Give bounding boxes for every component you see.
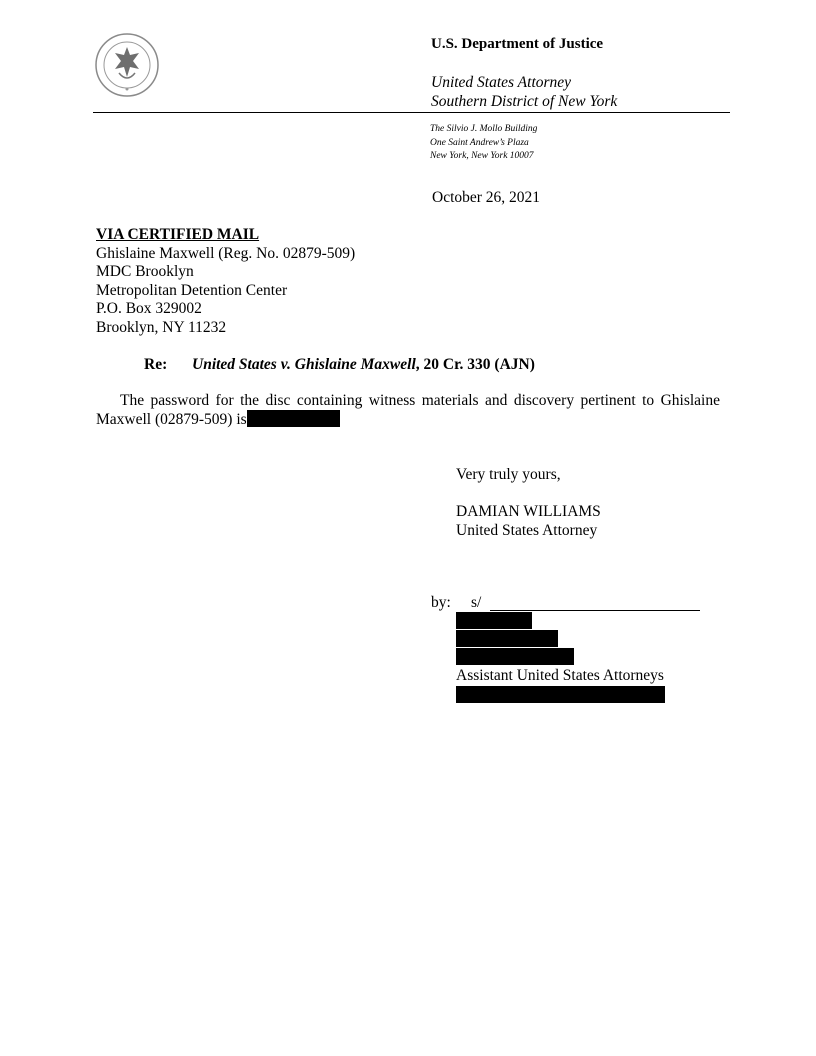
recipient-line-1: Ghislaine Maxwell (Reg. No. 02879-509): [96, 244, 356, 262]
address-line-1: The Silvio J. Mollo Building: [430, 124, 538, 134]
letter-date: October 26, 2021: [432, 189, 541, 206]
signer-title: United States Attorney: [456, 522, 598, 539]
subject-label: Re:: [144, 356, 168, 373]
recipient-line-2: MDC Brooklyn: [96, 263, 194, 280]
case-number: , 20 Cr. 330 (AJN): [415, 356, 535, 373]
delivery-method: VIA CERTIFIED MAIL: [96, 226, 260, 243]
body-line-2: Maxwell (02879-509) is: [96, 411, 247, 428]
ausa-title: Assistant United States Attorneys: [456, 667, 664, 684]
by-label: by:: [431, 594, 451, 611]
department-name: U.S. Department of Justice: [431, 36, 604, 52]
address-line-3: New York, New York 10007: [430, 151, 534, 161]
recipient-line-4: P.O. Box 329002: [96, 300, 202, 317]
subject-line: [144, 356, 535, 374]
signature-mark: s/: [471, 594, 482, 611]
recipient-block: [96, 226, 355, 337]
address-line-2: One Saint Andrew’s Plaza: [430, 137, 529, 148]
signature-line: [490, 610, 700, 611]
office-address: [430, 123, 537, 164]
recipient-line-5: Brooklyn, NY 11232: [96, 318, 227, 336]
redaction-name-3: [456, 648, 574, 665]
recipient-line-3: Metropolitan Detention Center: [96, 281, 288, 299]
signer-block: [456, 502, 601, 540]
office-name: [431, 73, 617, 111]
redaction-name-1: [456, 612, 532, 629]
case-caption: United States v. Ghislaine Maxwell: [192, 356, 416, 373]
redaction-contact: [456, 686, 665, 703]
redaction-name-2: [456, 630, 558, 647]
office-line-1: United States Attorney: [431, 74, 572, 91]
letterhead-divider: [93, 112, 730, 113]
doj-seal-icon: [95, 33, 159, 97]
body-line-1: The password for the disc containing witness materials and discovery pertinent to Ghislaine: [120, 392, 720, 409]
closing-salutation: Very truly yours,: [456, 466, 561, 483]
office-line-2: Southern District of New York: [431, 93, 618, 110]
redaction-password: [247, 410, 340, 427]
signer-name: DAMIAN WILLIAMS: [456, 503, 601, 520]
body-paragraph: [96, 391, 720, 429]
